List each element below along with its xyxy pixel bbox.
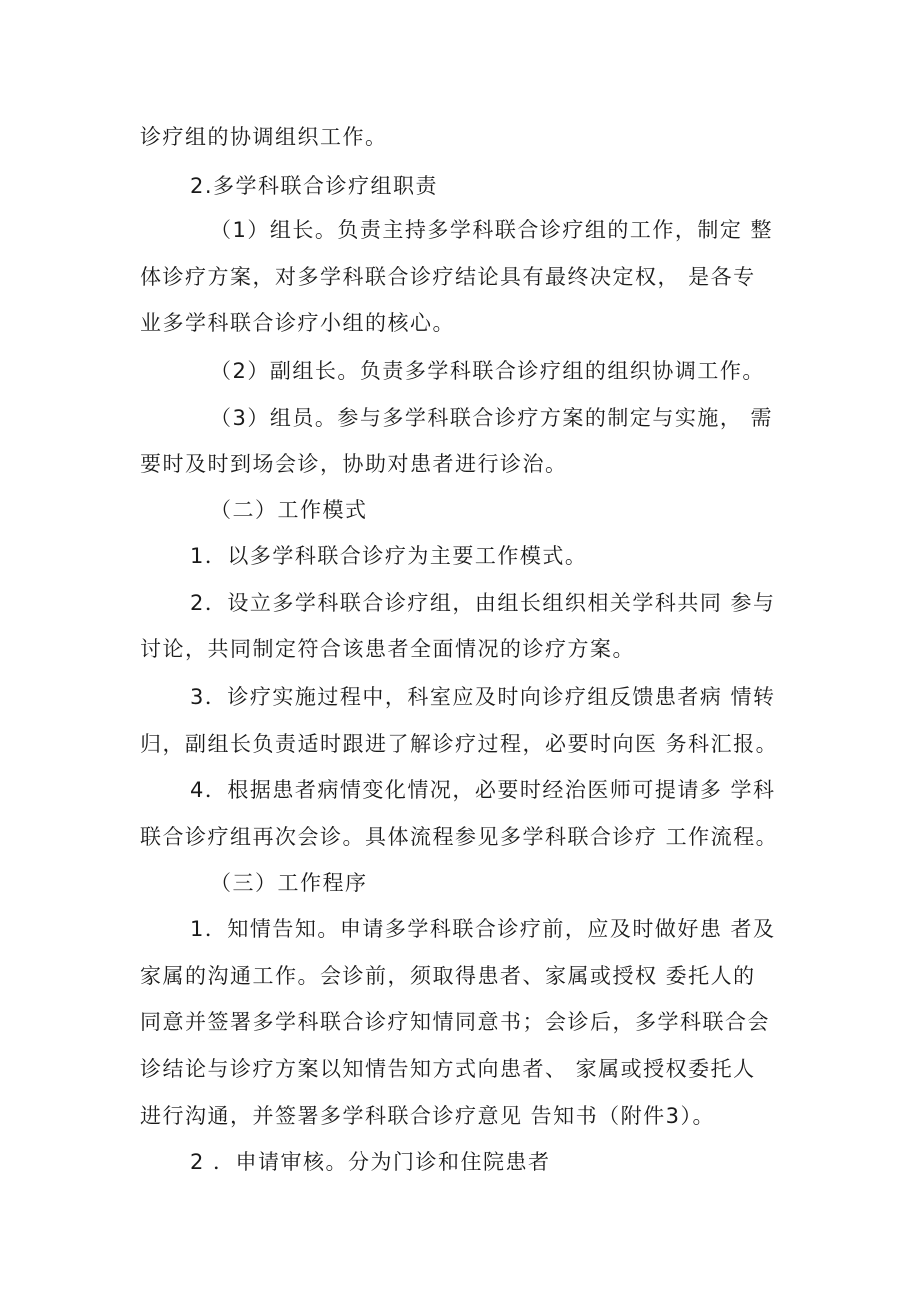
- text-line: 2.多学科联合诊疗组职责: [190, 174, 439, 198]
- text-line: 同意并签署多学科联合诊疗知情同意书；会诊后，多学科联合会: [140, 1010, 770, 1034]
- text-line: （2）副组长。负责多学科联合诊疗组的组织协调工作。: [210, 359, 765, 383]
- text-line: 联合诊疗组再次会诊。具体流程参见多学科联合诊疗 工作流程。: [140, 825, 779, 849]
- text-line: 1．知情告知。申请多学科联合诊疗前，应及时做好患 者及: [190, 917, 776, 941]
- text-line: 2．设立多学科联合诊疗组，由组长组织相关学科共同 参与: [190, 591, 776, 615]
- text-line: 业多学科联合诊疗小组的核心。: [140, 311, 455, 335]
- text-line: 3．诊疗实施过程中，科室应及时向诊疗组反馈患者病 情转: [190, 685, 776, 709]
- section-heading: （二）工作模式: [210, 498, 368, 522]
- text-line: 归，副组长负责适时跟进了解诊疗过程，必要时向医 务科汇报。: [140, 732, 779, 756]
- text-line: 诊疗组的协调组织工作。: [140, 125, 388, 149]
- text-line: （1）组长。负责主持多学科联合诊疗组的工作，制定 整: [210, 218, 774, 242]
- text-line: 2 ．申请审核。分为门诊和住院患者: [190, 1150, 551, 1174]
- text-line: 进行沟通，并签署多学科联合诊疗意见 告知书（附件3）。: [140, 1104, 716, 1128]
- text-line: 讨论，共同制定符合该患者全面情况的诊疗方案。: [140, 637, 635, 661]
- text-line: 要时及时到场会诊，协助对患者进行诊治。: [140, 452, 568, 476]
- text-line: 4．根据患者病情变化情况，必要时经治医师可提请多 学科: [190, 778, 776, 802]
- text-line: 家属的沟通工作。会诊前，须取得患者、家属或授权 委托人的: [140, 964, 756, 988]
- text-line: 诊结论与诊疗方案以知情告知方式向患者、 家属或授权委托人: [140, 1057, 756, 1081]
- section-heading: （三）工作程序: [210, 871, 368, 895]
- text-line: （3）组员。参与多学科联合诊疗方案的制定与实施， 需: [210, 406, 774, 430]
- text-line: 1．以多学科联合诊疗为主要工作模式。: [190, 544, 588, 568]
- text-line: 体诊疗方案，对多学科联合诊疗结论具有最终决定权， 是各专: [140, 265, 756, 289]
